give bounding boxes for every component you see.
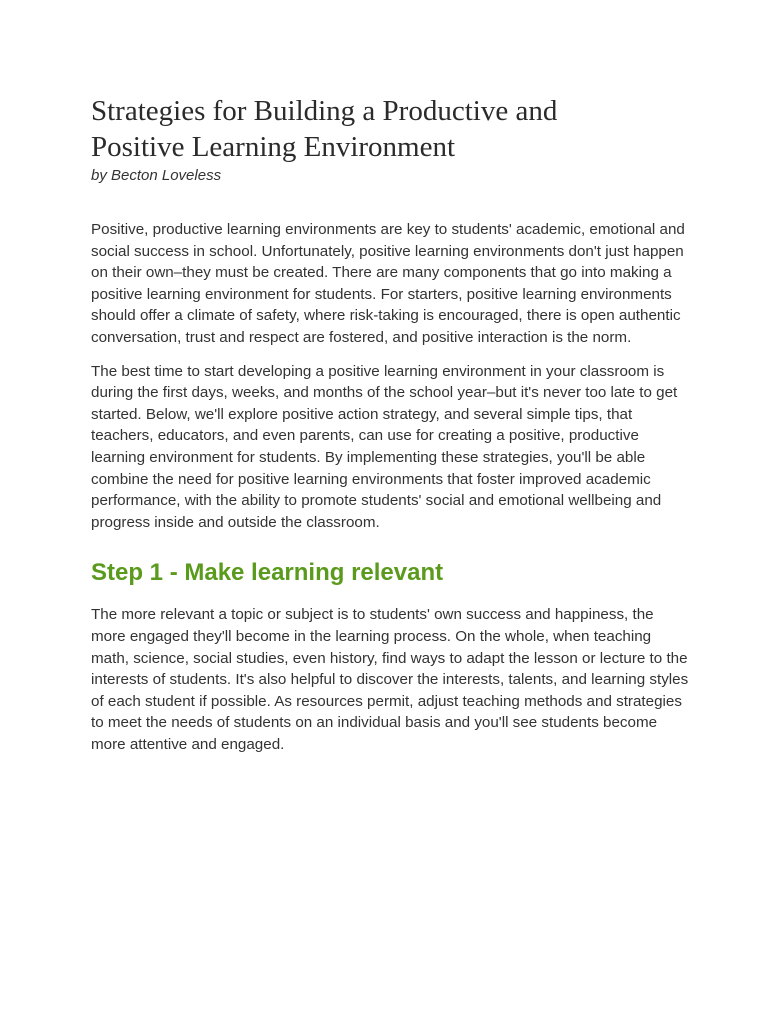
article bbox=[91, 93, 691, 755]
step-1-paragraph: The more relevant a topic or subject is to students' own success and happiness, the more engaged they'll become in the learning process. On the whole, when teaching math, science, social studies, even history, find ways to adapt the lesson or lecture to the interests of students. It's also helpful to discover the interests, talents, and learning styles of each student if possible. As resources permit, adjust teaching methods and strategies to meet the needs of students on an individual basis and you'll see students become more attentive and engaged. bbox=[91, 606, 689, 753]
article-title: Strategies for Building a Productive and Positive Learning Environment bbox=[91, 95, 558, 163]
article-byline: by Becton Loveless bbox=[91, 167, 222, 184]
second-paragraph: The best time to start developing a positive learning environment in your classroom is during the first days, weeks, and months of the school year–but it's never too late to get started. Below, we'll explore positive action strategy, and several simple tips, that teachers, educators, and even parents, can use for creating a positive, productive learning environment for students. By implementing these strategies, you'll be able combine the need for positive learning environments that foster improved academic performance, with the ability to promote students' social and emotional wellbeing and progress inside and outside the classroom. bbox=[91, 362, 678, 531]
intro-paragraph: Positive, productive learning environments are key to students' academic, emotional and social success in school. Unfortunately, positive learning environments don't just happen on their own–they must be created. There are many components that go into making a positive learning environment for students. For starters, positive learning environments should offer a climate of safety, where risk-taking is encouraged, there is open authentic conversation, trust and respect are fostered, and positive interaction is the norm. bbox=[91, 221, 685, 346]
step-1-heading: Step 1 - Make learning relevant bbox=[91, 559, 444, 587]
